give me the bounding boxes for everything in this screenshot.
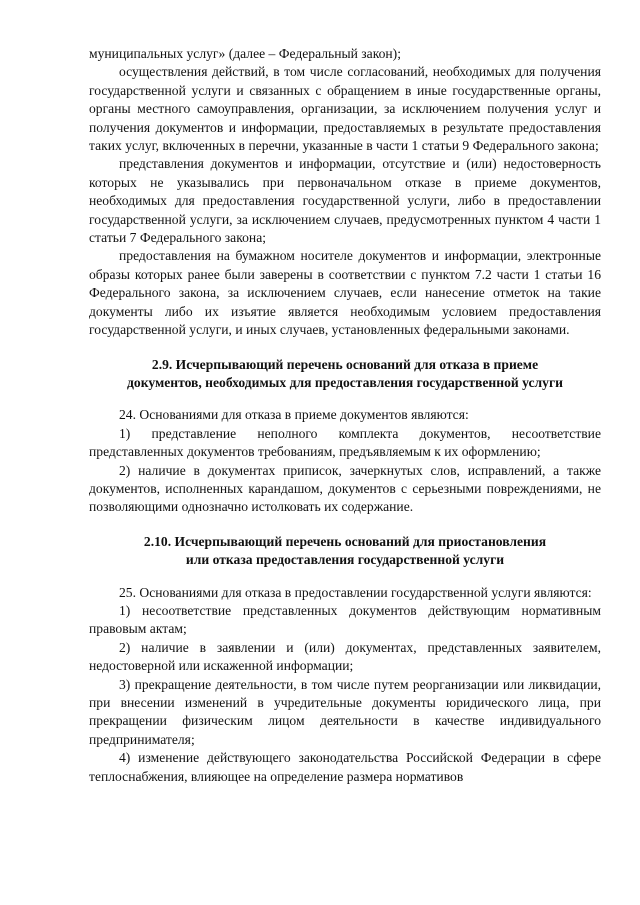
section-2-10-heading-line1: 2.10. Исчерпывающий перечень оснований для приостановления xyxy=(143,533,547,549)
list-item-25-1: 1) несоответствие представленных документов действующим нормативным правовым актам; xyxy=(89,602,601,637)
section-2-10-heading xyxy=(89,533,601,570)
paragraph-actions-approvals: осуществления действий, в том числе согласований, необходимых для получения государственной услуги и связанных с обращением в иные государственные органы, органы местного самоуправления, организации, за исключением получения услуг и получения документов и информации, предоставляемых в результате предоставления таких услуг, включенных в перечни, указанные в части 1 статьи 9 Федерального закона; xyxy=(89,64,601,154)
list-item-25-3: 3) прекращение деятельности, в том числе путем реорганизации или ликвидации, при внесении изменений в учредительные документы юридического лица, при прекращении физическим лицом деятельности в качестве индивидуального предпринимателя; xyxy=(89,676,601,747)
paragraph-25: 25. Основаниями для отказа в предоставлении государственной услуги являются: xyxy=(119,584,592,600)
paragraph-municipal-services: муниципальных услуг» (далее – Федеральный закон); xyxy=(89,46,401,61)
paragraph-24: 24. Основаниями для отказа в приеме документов являются: xyxy=(119,407,469,423)
section-2-9-heading-line1: 2.9. Исчерпывающий перечень оснований для отказа в приеме xyxy=(151,356,539,372)
section-2-9-heading xyxy=(89,356,601,393)
list-item-25-2: 2) наличие в заявлении и (или) документах, представленных заявителем, недостоверной или искаженной информации; xyxy=(89,639,601,674)
section-spacer xyxy=(89,340,601,356)
paragraph-documents-info: представления документов и информации, отсутствие и (или) недостоверность которых не указывались при первоначальном отказе в приеме документов, необходимых для предоставления государственной услуги, либо в предоставлении государственной услуги, за исключением случаев, предусмотренных пунктом 4 части 1 статьи 7 Федерального закона; xyxy=(89,156,601,246)
list-item-24-2: 2) наличие в документах приписок, зачеркнутых слов, исправлений, а также документов, исполненных карандашом, документов с серьезными повреждениями, не позволяющими однозначно истолковать их содержание. xyxy=(89,462,601,515)
section-2-9-heading-line2: документов, необходимых для предоставления государственной услуги xyxy=(127,374,563,390)
list-item-24-1: 1) представление неполного комплекта документов, несоответствие представленных документов требованиям, предъявляемым к их оформлению; xyxy=(89,425,601,460)
list-item-25-4: 4) изменение действующего законодательства Российской Федерации в сфере теплоснабжения, влияющее на определение размера нормативов xyxy=(89,750,601,784)
page-content xyxy=(89,45,601,786)
paragraph-paper-documents: предоставления на бумажном носителе документов и информации, электронные образы которых ранее были заверены в соответствии с пунктом 7.2 части 1 статьи 16 Федерального закона, за исключением случаев, если нанесение отметок на такие документы либо их изъятие является необходимым условием предоставления государственной услуги, и иных случаев, установленных федеральными законами. xyxy=(89,248,601,338)
section-2-10-heading-line2: или отказа предоставления государственной услуги xyxy=(185,552,505,568)
section-spacer xyxy=(89,517,601,533)
section-spacer xyxy=(89,570,601,584)
section-spacer xyxy=(89,392,601,406)
